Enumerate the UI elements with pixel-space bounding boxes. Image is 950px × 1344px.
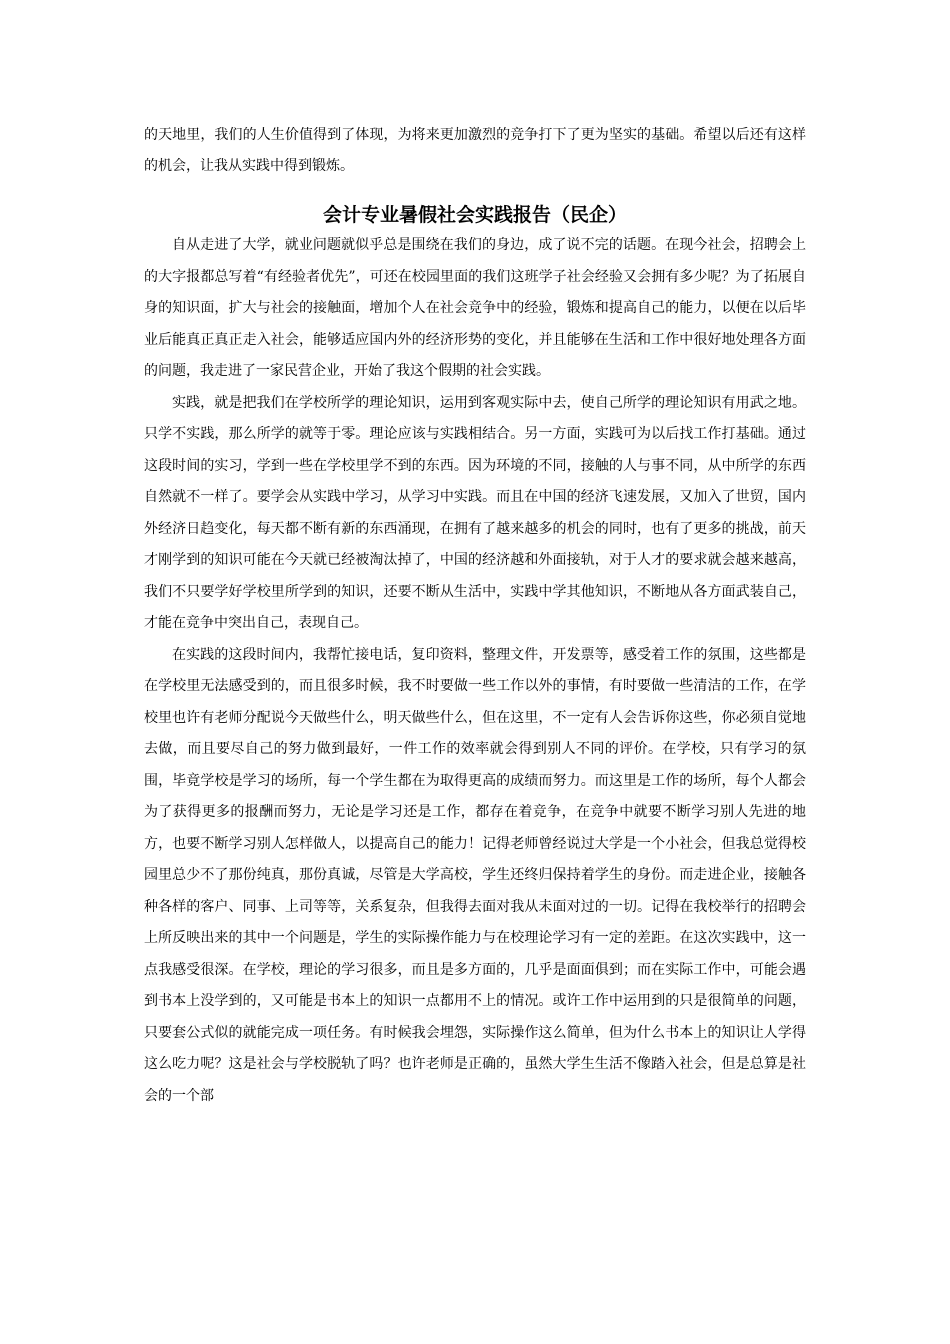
report-title: 会计专业暑假社会实践报告（民企） — [322, 204, 627, 226]
paragraph-3: 在实践的这段时间内，我帮忙接电话，复印资料，整理文件，开发票等，感受着工作的氛围，这些都是在学校里无法感受到的，而且很多时候，我不时要做一些工作以外的事情，有时要做一些清洁的工作，在学校里也许有老师分配说今天做些什么，明天做些什么，但在这里，不一定有人会告诉你这些，你必须自觉地去做，而且要尽自己的努力做到最好，一件工作的效率就会得到别人不同的评价。在学校，只有学习的氛围，毕竟学校是学习的场所，每一个学生都在为取得更高的成绩而努力。而这里是工作的场所，每个人都会为了获得更多的报酬而努力，无论是学习还是工作，都存在着竞争，在竞争中就要不断学习别人先进的地方，也要不断学习别人怎样做人，以提高自己的能力！记得老师曾经说过大学是一个小社会，但我总觉得校园里总少不了那份纯真，那份真诚，尽管是大学高校，学生还终归保持着学生的身份。而走进企业，接触各种各样的客户、同事、上司等等，关系复杂，但我得去面对我从未面对过的一切。记得在我校举行的招聘会上所反映出来的其中一个问题是，学生的实际操作能力与在校理论学习有一定的差距。在这次实践中，这一点我感受很深。在学校，理论的学习很多，而且是多方面的，几乎是面面俱到；而在实际工作中，可能会遇到书本上没学到的，又可能是书本上的知识一点都用不上的情况。或许工作中运用到的只是很简单的问题，只要套公式似的就能完成一项任务。有时候我会埋怨，实际操作这么简单，但为什么书本上的知识让人学得这么吃力呢？这是社会与学校脱轨了吗？也许老师是正确的，虽然大学生生活不像踏入社会，但是总算是社会的一个部 — [144, 646, 806, 1104]
paragraph-2: 实践，就是把我们在学校所学的理论知识，运用到客观实际中去，使自己所学的理论知识有用武之地。只学不实践，那么所学的就等于零。理论应该与实践相结合。另一方面，实践可为以后找工作打基础。通过这段时间的实习，学到一些在学校里学不到的东西。因为环境的不同，接触的人与事不同，从中所学的东西自然就不一样了。要学会从实践中学习，从学习中实践。而且在中国的经济飞速发展，又加入了世贸，国内外经济日趋变化，每天都不断有新的东西涌现，在拥有了越来越多的机会的同时，也有了更多的挑战，前天才刚学到的知识可能在今天就已经被淘汰掉了，中国的经济越和外面接轨，对于人才的要求就会越来越高，我们不只要学好学校里所学到的知识，还要不断从生活中，实践中学其他知识，不断地从各方面武装自己，才能在竞争中突出自己，表现自己。 — [144, 394, 806, 631]
document-body — [144, 120, 806, 1112]
paragraph-1: 自从走进了大学，就业问题就似乎总是围绕在我们的身边，成了说不完的话题。在现今社会，招聘会上的大字报都总写着“有经验者优先”，可还在校园里面的我们这班学子社会经验又会拥有多少呢？为了拓展自身的知识面，扩大与社会的接触面，增加个人在社会竞争中的经验，锻炼和提高自己的能力，以便在以后毕业后能真正真正走入社会，能够适应国内外的经济形势的变化，并且能够在生活和工作中很好地处理各方面的问题，我走进了一家民营企业，开始了我这个假期的社会实践。 — [144, 237, 806, 379]
continuation-paragraph: 的天地里，我们的人生价值得到了体现，为将来更加激烈的竞争打下了更为坚实的基础。希望以后还有这样的机会，让我从实践中得到锻炼。 — [144, 127, 806, 174]
